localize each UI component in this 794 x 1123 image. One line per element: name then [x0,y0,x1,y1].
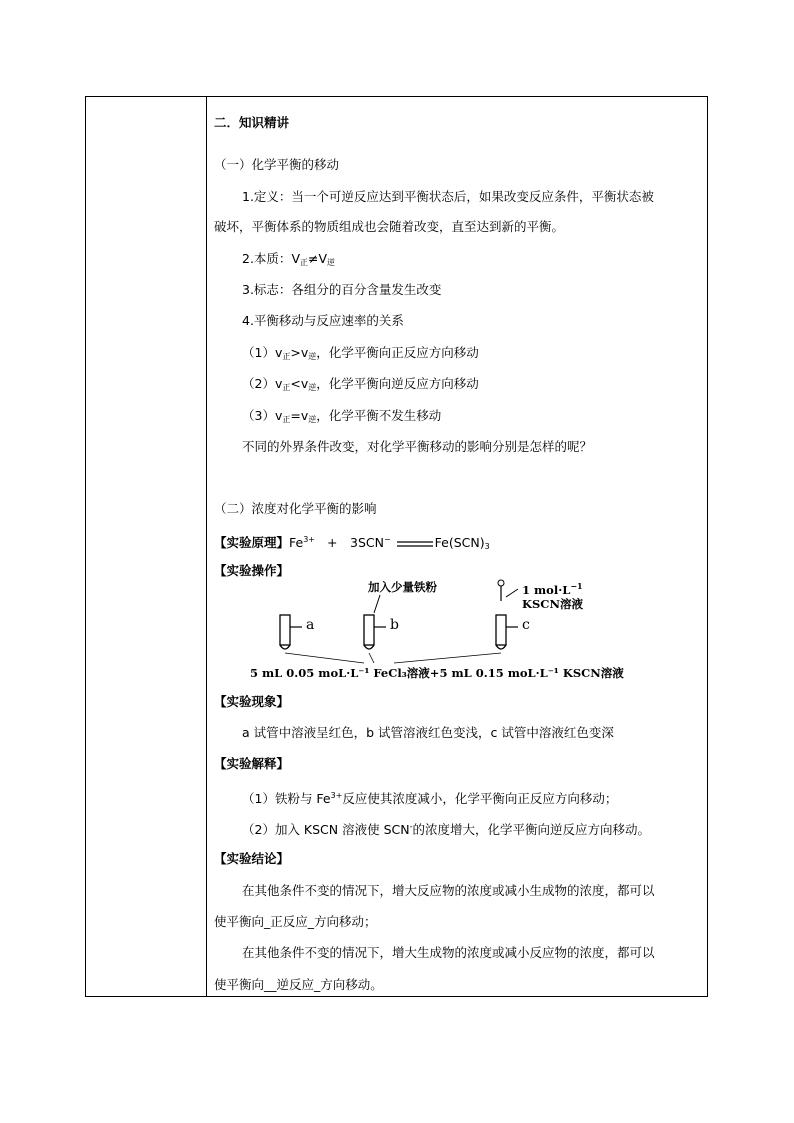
kscn-conc-exponent: −1 [570,581,583,591]
principle-scn-charge: − [383,535,391,544]
conclusion-1-pre: 使平衡向 [214,914,265,929]
conclusion-1-post: 方向移动； [314,914,377,929]
essence-sub-forward: 正 [300,258,308,267]
conclusion-2-post: 方向移动。 [320,977,383,992]
case-2-sub-forward: 正 [282,383,291,392]
definition-line-1: 1.定义：当一个可逆反应达到平衡状态后，如果改变反应条件，平衡状态被 [242,189,654,204]
principle-label: 【实验原理】 [214,535,290,550]
case-3-op: =v [290,408,309,423]
case-1-prefix: （1）v [242,345,283,360]
tube-a-label: a [306,617,315,633]
essence-v1: V [291,251,300,266]
essence-neq: ≠V [308,251,328,266]
phenomenon-label: 【实验现象】 [214,694,290,709]
principle-line [214,532,490,555]
kscn-conc-text: 1 mol·L [522,583,571,597]
test-tube-b-icon [364,595,386,649]
test-tube-a-icon [280,615,302,649]
conclusion-2-blank: __逆反应_ [264,977,321,992]
kscn-solution-label: KSCN溶液 [522,597,583,611]
conclusion-1-line-1: 在其他条件不变的情况下，增大反应物的浓度或减小生成物的浓度，都可以 [242,883,655,898]
definition-line-2: 破坏，平衡体系的物质组成也会随着改变，直至达到新的平衡。 [214,219,565,234]
case-3-prefix: （3）v [242,408,283,423]
explanation-1 [242,788,617,807]
experiment-diagram [214,577,704,687]
case-3-sub-forward: 正 [282,415,291,424]
case-2-prefix: （2）v [242,376,283,391]
conclusion-2-line-1: 在其他条件不变的情况下，增大生成物的浓度或减小反应物的浓度，都可以 [242,945,655,960]
section-title: 二．知识精讲 [214,115,290,130]
essence-label: 2.本质： [242,251,292,266]
conclusion-2-line-2 [214,977,383,993]
essence-sub-reverse: 逆 [327,258,336,267]
case-2-sub-reverse: 逆 [308,383,317,392]
explanation-label: 【实验解释】 [214,756,290,771]
conclusion-1-blank: _正反应_ [264,914,315,929]
tube-c-label: c [522,617,530,633]
kscn-concentration-label [522,581,583,597]
phenomenon-text: a 试管中溶液呈红色，b 试管溶液红色变浅，c 试管中溶液红色变深 [242,725,614,740]
essence-line [242,251,335,271]
sign-line: 3.标志：各组分的百分含量发生改变 [242,282,442,297]
conclusion-2-pre: 使平衡向 [214,977,265,992]
case-3 [242,408,441,428]
case-2-op: <v [290,376,309,391]
case-1 [242,345,479,365]
conclusion-1-line-2 [214,914,377,930]
add-iron-label: 加入少量铁粉 [368,580,437,594]
relation-line: 4.平衡移动与反应速率的关系 [242,313,404,328]
case-3-sub-reverse: 逆 [308,415,317,424]
question-line: 不同的外界条件改变，对化学平衡移动的影响分别是怎样的呢？ [242,439,593,454]
part1-heading: （一）化学平衡的移动 [214,157,340,172]
explanation-2-start: （2）加入 KSCN 溶液使 SCN [242,822,410,837]
principle-scn: + 3SCN [327,535,384,550]
explanation-2 [242,819,650,838]
conclusion-label: 【实验结论】 [214,851,290,866]
case-1-sub-reverse: 逆 [308,352,317,361]
column-divider [206,97,207,996]
principle-fe: Fe [289,535,304,550]
solution-composition-label: 5 mL 0.05 moL·L⁻¹ FeCl₃溶液+5 mL 0.15 moL·L⁻¹ KSCN溶液 [250,666,624,680]
reversible-arrow-icon [395,539,435,549]
case-1-text: ，化学平衡向正反应方向移动 [316,345,479,360]
explanation-2-charge: - [409,822,413,831]
case-2 [242,376,479,396]
case-2-text: ，化学平衡向逆反应方向移动 [316,376,479,391]
principle-product-sub: 3 [484,542,490,551]
explanation-2-end: 的浓度增大，化学平衡向逆反应方向移动。 [412,822,651,837]
case-1-sub-forward: 正 [282,352,291,361]
tube-b-label: b [390,617,399,633]
case-1-op: >v [290,345,309,360]
explanation-1-start: （1）铁粉与 Fe [242,791,331,806]
test-tube-c-icon [496,580,518,649]
case-3-text: ，化学平衡不发生移动 [316,408,442,423]
table-frame [85,96,708,997]
explanation-1-end: 反应使其浓度减小，化学平衡向正反应方向移动； [342,791,618,806]
principle-product: Fe(SCN) [434,535,485,550]
operation-label: 【实验操作】 [214,563,290,578]
part2-heading: （二）浓度对化学平衡的影响 [214,501,377,516]
principle-fe-charge: 3+ [303,535,316,544]
explanation-1-charge: 3+ [330,791,343,800]
